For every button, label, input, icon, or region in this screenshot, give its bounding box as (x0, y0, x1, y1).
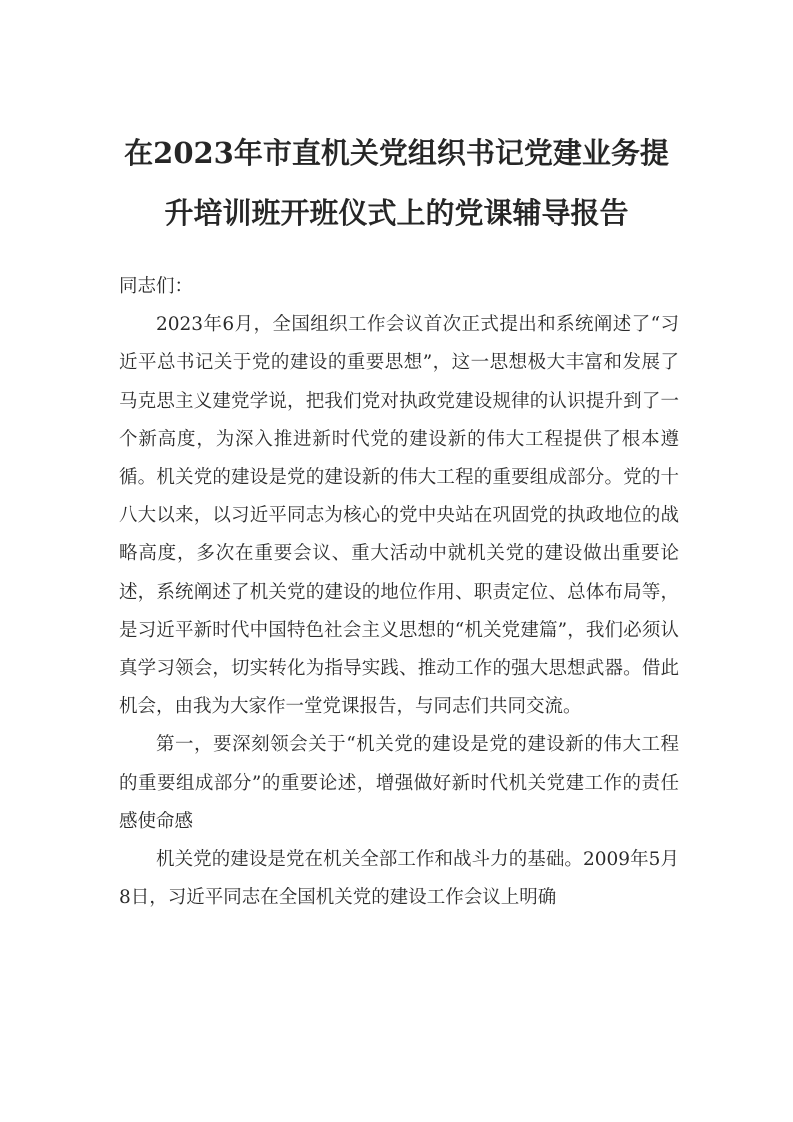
body-paragraph: 2023年6月，全国组织工作会议首次正式提出和系统阐述了“习近平总书记关于党的建设的重要思想”，这一思想极大丰富和发展了马克思主义建党学说，把我们党对执政党建设规律的认识提升到了一个新高度，为深入推进新时代党的建设新的伟大工程提供了根本遵循。机关党的建设是党的建设新的伟大工程的重要组成部分。党的十八大以来，以习近平同志为核心的党中央站在巩固党的执政地位的战略高度，多次在重要会议、重大活动中就机关党的建设做出重要论述，系统阐述了机关党的建设的地位作用、职责定位、总体布局等，是习近平新时代中国特色社会主义思想的“机关党建篇”，我们必须认真学习领会，切实转化为指导实践、推动工作的强大思想武器。借此机会，由我为大家作一堂党课报告，与同志们共同交流。 (119, 314, 679, 718)
document-title-line-2: 升培训班开班仪式上的党课辅导报告 (164, 196, 629, 230)
salutation: 同志们： (119, 276, 194, 297)
body-paragraph: 机关党的建设是党在机关全部工作和战斗力的基础。2009年5月8日，习近平同志在全国机关党的建设工作会议上明确 (119, 849, 679, 909)
document-title-line-1: 在2023年市直机关党组织书记党建业务提 (124, 136, 669, 170)
section-heading-paragraph: 第一，要深刻领会关于“机关党的建设是党的建设新的伟大工程的重要组成部分”的重要论述，增强做好新时代机关党建工作的责任感使命感 (119, 734, 679, 832)
document-body (119, 268, 679, 917)
